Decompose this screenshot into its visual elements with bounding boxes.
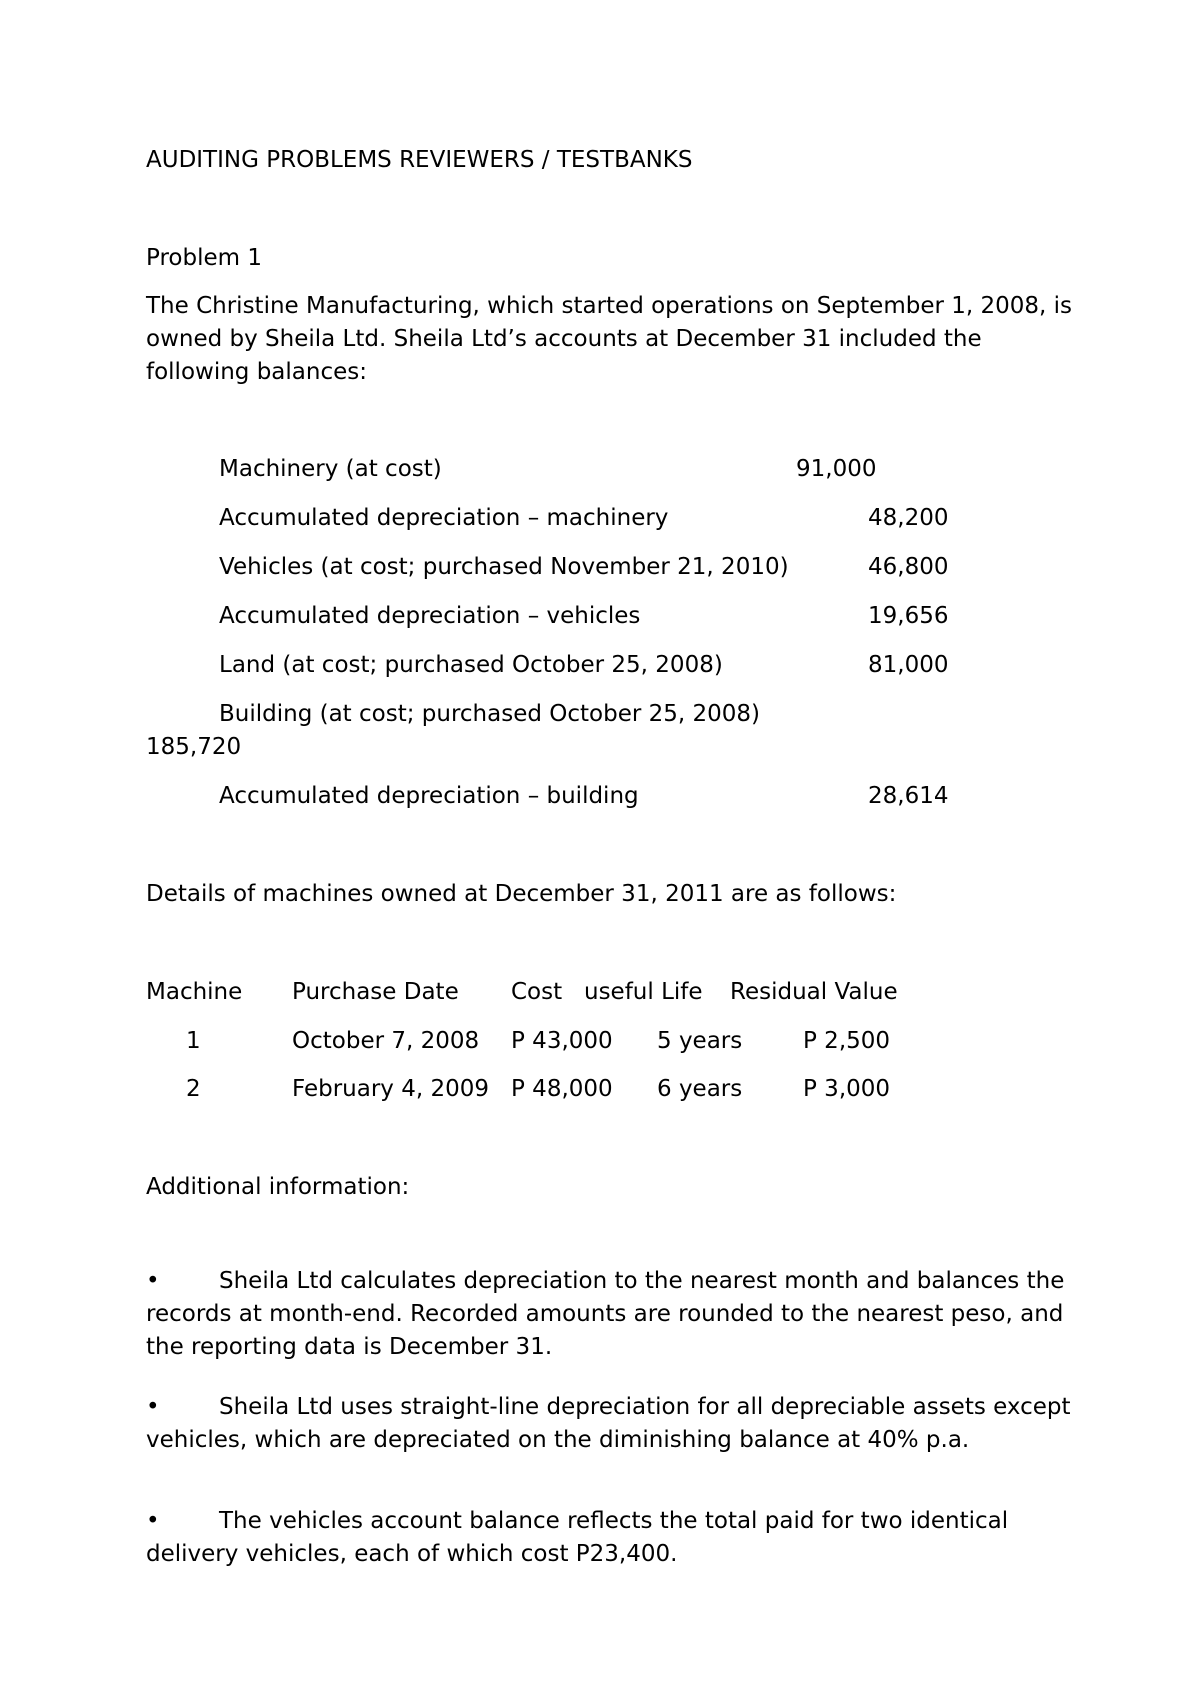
list-item <box>146 1505 1076 1571</box>
list-item-text: delivery vehicles, each of which cost P23,400. <box>146 1541 678 1567</box>
balance-label: Vehicles (at cost; purchased November 21, 2010) <box>219 554 789 580</box>
bullet-icon: • <box>146 1268 160 1294</box>
table-cell: 1 <box>186 1028 201 1054</box>
balance-label: Machinery (at cost) <box>219 456 442 482</box>
balance-value: 28,614 <box>868 783 949 809</box>
table-cell: October 7, 2008 <box>292 1028 480 1054</box>
list-item <box>146 1265 1076 1364</box>
table-cell: 6 years <box>657 1076 743 1102</box>
table-cell: 5 years <box>657 1028 743 1054</box>
balance-value: 48,200 <box>868 505 949 531</box>
machines-intro: Details of machines owned at December 31, 2011 are as follows: <box>146 881 897 907</box>
table-cell: P 48,000 <box>511 1076 613 1102</box>
problem-intro: The Christine Manufacturing, which started operations on September 1, 2008, is owned by Sheila Ltd. Sheila Ltd’s accounts at December 31 included the following balances: <box>146 293 1073 385</box>
bullet-icon: • <box>146 1394 160 1420</box>
bullet-icon: • <box>146 1508 160 1534</box>
document-header: AUDITING PROBLEMS REVIEWERS / TESTBANKS <box>146 147 693 173</box>
table-cell: P 43,000 <box>511 1028 613 1054</box>
column-header: Machine <box>146 979 243 1005</box>
balance-label: Accumulated depreciation – machinery <box>219 505 669 531</box>
list-item <box>146 1391 1076 1457</box>
balance-label: Accumulated depreciation – building <box>219 783 639 809</box>
balance-label: Building (at cost; purchased October 25, 2008) <box>219 701 761 727</box>
list-item-text: except vehicles, which are depreciated on the diminishing balance at 40% p.a. <box>146 1394 1071 1453</box>
balance-value: 91,000 <box>796 456 877 482</box>
balance-value: 81,000 <box>868 652 949 678</box>
list-item-lead: The vehicles account balance reflects the total paid for two identical <box>219 1508 1009 1534</box>
balance-label: Accumulated depreciation – vehicles <box>219 603 641 629</box>
balance-label: Land (at cost; purchased October 25, 2008) <box>219 652 723 678</box>
table-cell: February 4, 2009 <box>292 1076 490 1102</box>
column-header: Residual Value <box>730 979 898 1005</box>
additional-title: Additional information: <box>146 1174 410 1200</box>
list-item-lead: Sheila Ltd uses straight-line depreciation for all depreciable assets <box>219 1394 986 1420</box>
balance-value: 19,656 <box>868 603 949 629</box>
table-cell: P 2,500 <box>803 1028 891 1054</box>
table-cell: 2 <box>186 1076 201 1102</box>
list-item-lead: Sheila Ltd calculates depreciation to the nearest month and <box>219 1268 910 1294</box>
problem-title: Problem 1 <box>146 245 262 271</box>
column-header: Purchase Date <box>292 979 459 1005</box>
balance-value: 46,800 <box>868 554 949 580</box>
column-header: Cost <box>511 979 563 1005</box>
balance-value: 185,720 <box>146 734 242 760</box>
column-header: useful Life <box>584 979 703 1005</box>
list-item-text: balances the records at month-end. Recorded amounts are rounded to the nearest peso, and the reporting data is December 31. <box>146 1268 1065 1360</box>
table-cell: P 3,000 <box>803 1076 891 1102</box>
